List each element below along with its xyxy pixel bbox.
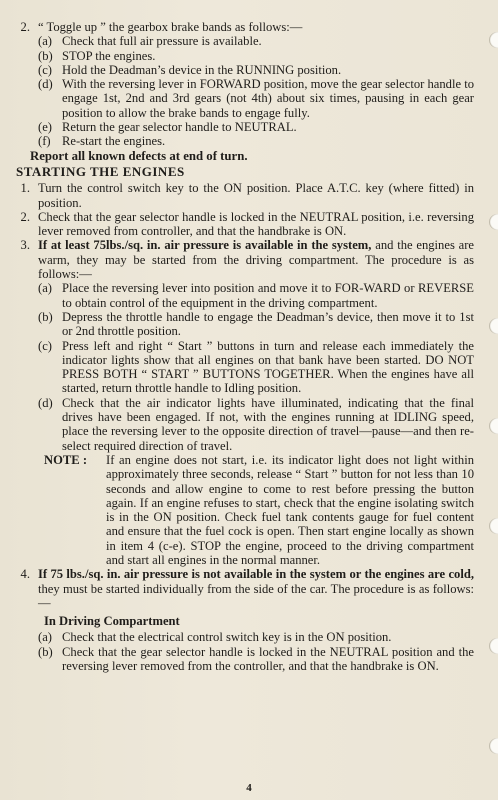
item-lead-text: and the engines are warm, they may be started from the driving compartment. The procedure is as follows:— — [38, 238, 475, 282]
note-text: If an engine does not start, i.e. its indicator light does not light within approximately three seconds, release “ Start ” button for not less than 10 seconds and allow engine to come to rest before pressing the button again. If an engine refuses to start, check that the engine isolating switch is in the ON position. Check fuel tank contents gauge for fuel content and ensure that the fuel cock is open. Then start engine locally as shown in item 4 (c-e). STOP the engine, proceed to the driving compartment and start all engines in the normal manner. — [106, 452, 474, 567]
sub-item — [16, 120, 474, 134]
report-defects-line: Report all known defects at end of turn. — [30, 148, 248, 163]
sub-item-label: (b) — [38, 48, 53, 63]
item-number: 3. — [20, 238, 30, 253]
sub-item-text: Check that full air pressure is available. — [62, 34, 262, 49]
binder-hole — [489, 318, 498, 334]
sub-item — [16, 310, 474, 339]
sub-item-label: (f) — [38, 134, 51, 149]
sub-item — [16, 630, 474, 644]
subheading: In Driving Compartment — [44, 614, 180, 629]
list-item — [16, 210, 474, 239]
sub-item-label: (e) — [38, 120, 52, 135]
sub-item-label: (a) — [38, 630, 52, 645]
sub-item — [16, 77, 474, 120]
sub-item — [16, 34, 474, 48]
item-text: Turn the control switch key to the ON position. Place A.T.C. key (where fitted) in position. — [38, 181, 474, 210]
page-number: 4 — [246, 782, 252, 794]
item-number: 4. — [20, 567, 30, 582]
binder-hole — [489, 32, 498, 48]
sub-item — [16, 49, 474, 63]
sub-item-text: Check that the electrical control switch key is in the ON position. — [62, 630, 392, 645]
binder-hole — [489, 214, 498, 230]
item-lead-bold: If at least 75lbs./sq. in. air pressure is available in the system, — [38, 238, 372, 253]
sub-item-text: Return the gear selector handle to NEUTRAL. — [62, 120, 297, 135]
item-number: 2. — [20, 209, 30, 224]
sub-item-label: (a) — [38, 281, 52, 296]
sub-item-text: Check that the gear selector handle is locked in the NEUTRAL position and the reversing lever removed from the controller, and that the handbrake is ON. — [62, 644, 474, 674]
sub-item — [16, 396, 474, 453]
sub-item-text: With the reversing lever in FORWARD position, move the gear selector handle to engage 1st, 2nd and 3rd gears (not 4th) about six times, pausing in each gear position to allow the brake bands to engage fully. — [62, 77, 474, 120]
sub-item-text: Place the reversing lever into position and move it to FOR-WARD or REVERSE to obtain control of the equipment in the driving compartment. — [62, 281, 474, 310]
sub-item-label: (b) — [38, 309, 53, 324]
binder-hole — [489, 738, 498, 754]
sub-item-label: (d) — [38, 77, 53, 92]
binder-hole — [489, 418, 498, 434]
item-text — [38, 238, 474, 281]
sub-item-text: Check that the air indicator lights have illuminated, indicating that the final drives have been engaged. If not, with the engines running at IDLING speed, place the reversing lever to the opposite direction of travel—pause—and then re-select required direction of travel. — [62, 395, 474, 453]
list-item — [16, 238, 474, 281]
item-text: “ Toggle up ” the gearbox brake bands as follows:— — [38, 20, 303, 34]
binder-hole — [489, 518, 498, 534]
sub-item-text: Hold the Deadman’s device in the RUNNING position. — [62, 62, 342, 77]
sub-item-text: Depress the throttle handle to engage the Deadman’s device, then move it to 1st or 2nd throttle position. — [62, 309, 474, 339]
sub-item-text: STOP the engines. — [62, 48, 156, 63]
sub-item — [16, 134, 474, 148]
item-lead-bold: If 75 lbs./sq. in. air pressure is not available in the system or the engines are cold, — [38, 567, 474, 582]
sub-item-label: (c) — [38, 62, 52, 77]
sub-item-label: (d) — [38, 395, 53, 410]
page-content — [16, 20, 474, 673]
note-label: NOTE : — [44, 452, 88, 467]
binder-holes — [484, 0, 498, 800]
item-text: Check that the gear selector handle is locked in the NEUTRAL position, i.e. reversing lever removed from controller, and that the handbrake is ON. — [38, 209, 474, 239]
list-item — [16, 181, 474, 210]
sub-item — [16, 645, 474, 674]
sub-item-text: Re-start the engines. — [62, 134, 166, 149]
sub-item-label: (c) — [38, 338, 52, 353]
item-lead-text: they must be started individually from the side of the car. The procedure is as follows:— — [38, 581, 474, 610]
item-number: 1. — [20, 181, 30, 196]
list-item — [16, 20, 474, 34]
binder-hole — [489, 638, 498, 654]
sub-item — [16, 339, 474, 396]
item-text — [38, 567, 474, 610]
sub-item — [16, 281, 474, 310]
note — [16, 453, 474, 567]
sub-item-label: (a) — [38, 34, 52, 49]
item-number: 2. — [20, 20, 30, 34]
sub-item-text: Press left and right “ Start ” buttons in turn and release each immediately the indicator lights show that all engines on that bank have been started. DO NOT PRESS BOTH “ START ” BUTTONS TOGETHER. When the engines have all started, return throttle handle to Idling position. — [62, 338, 474, 396]
list-item — [16, 567, 474, 610]
sub-item — [16, 63, 474, 77]
section-heading: STARTING THE ENGINES — [16, 163, 185, 179]
sub-item-label: (b) — [38, 644, 53, 659]
